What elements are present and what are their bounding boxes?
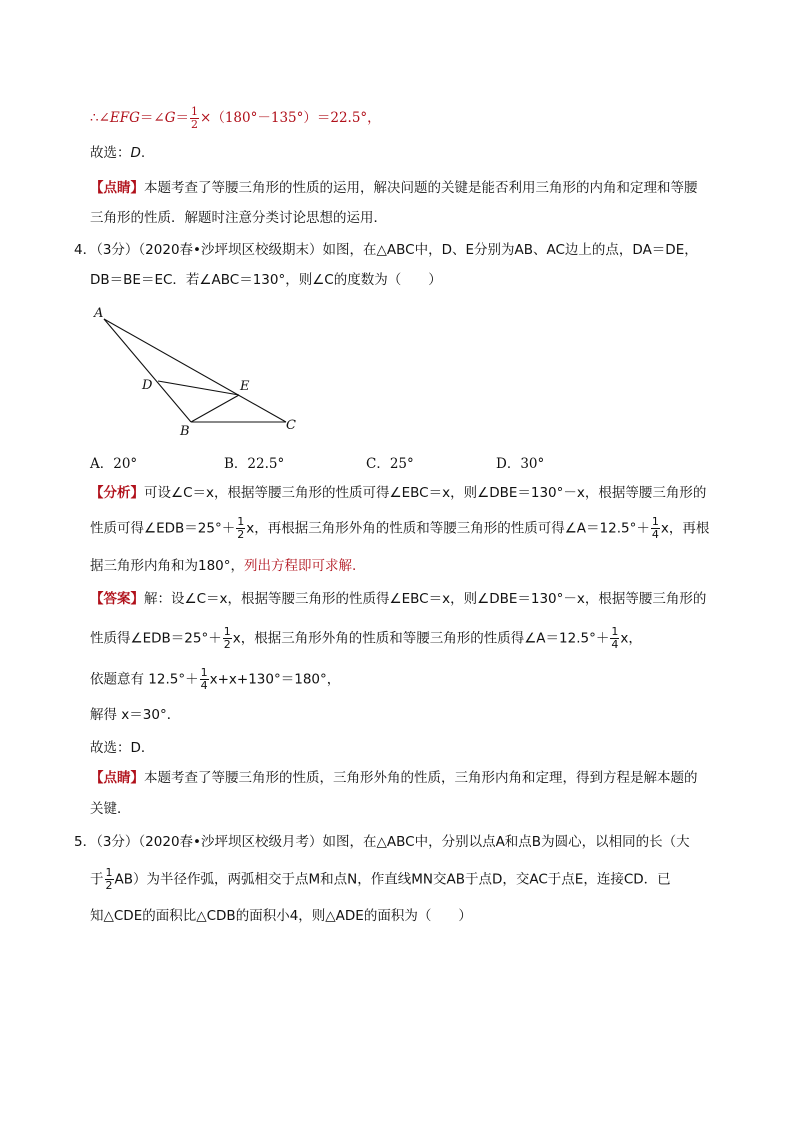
frac-num: 1 [223,625,231,638]
option-d-letter: D． [496,456,521,472]
q4-answer-text2b: x，根据三角形外角的性质和等腰三角形的性质得∠A＝12.5°＋ [232,630,610,647]
frac-den: 2 [105,879,113,892]
q4-analysis-text3b: 列出方程即可求解. [244,558,357,574]
q4-analysis-line3 [90,556,356,576]
frac-num: 1 [651,515,659,528]
q4-answer-frac-half [223,626,232,651]
q3-comment-line2 [90,208,387,228]
q4-number: 4． [74,242,97,258]
q4-option-c[interactable] [366,452,414,472]
q3-comment-line1 [90,178,698,198]
label-d: D [142,378,153,393]
q4-comment-text2: 关键． [90,801,131,817]
q4-comment-line2 [90,799,131,819]
frac-num: 1 [237,515,245,528]
q3-comment-text1: 本题考查了等腰三角形的性质的运用，解决问题的关键是能否利用三角形的内角和定理和等腰 [144,180,698,196]
q4-analysis-tag: 【分析】 [90,485,144,501]
q3-choose-letter: D [130,145,141,161]
q4-comment-tag: 【点睛】 [90,770,144,786]
q4-answer-line3 [90,667,340,692]
q3-comment-text2: 三角形的性质．解题时注意分类讨论思想的运用． [90,210,387,226]
option-b-letter: B． [224,456,248,472]
label-a: A [94,306,104,321]
q3-angle-efg: EFG [109,110,140,126]
q4-answer-frac-quarter [610,626,619,651]
q5-frac-half [105,867,114,892]
q4-option-d[interactable] [496,452,544,472]
option-a-letter: A． [90,456,114,472]
q3-choose-line [90,143,145,163]
q3-comment-tag: 【点睛】 [90,180,144,196]
q3-conclusion-prefix: ∴∠ [90,110,110,126]
q4-options [0,452,794,472]
q4-choose-line [90,738,154,758]
q3-frac-num: 1 [191,105,199,118]
q4-answer-text3b: x+x+130°＝180°， [209,671,341,688]
q4-choose-text: 故选：D． [90,740,155,756]
q4-comment-line1 [90,768,698,788]
q5-header-line1 [74,832,690,852]
q4-answer-tag: 【答案】 [90,591,144,607]
q4-analysis-text1: 可设∠C＝x，根据等腰三角形的性质可得∠EBC＝x，则∠DBE＝130°－x，根据等腰三角形的 [144,485,707,501]
option-a-text: 20° [113,456,138,472]
q4-analysis-line1 [90,483,706,503]
q4-analysis-text2b: x，再根据三角形外角的性质和等腰三角形的性质可得∠A＝12.5°＋ [246,520,650,537]
q4-analysis-line2 [90,516,709,541]
q5-header-line2 [90,867,671,892]
q3-choose-label: 故选： [90,145,131,161]
q4-answer-text4: 解得 x＝30°． [90,707,181,723]
option-d-text: 30° [520,456,545,472]
frac-num: 1 [200,666,208,679]
q5-header-text2a: 于 [90,871,104,888]
label-e: E [240,379,250,394]
q4-answer-frac-quarter2 [200,667,209,692]
q3-conclusion-line [90,106,381,131]
frac-num: 1 [105,866,113,879]
frac-den: 2 [237,528,245,541]
q4-answer-line1 [90,589,706,609]
q4-triangle-figure [90,303,310,438]
frac-den: 2 [223,638,231,651]
q4-analysis-text2c: x，再根 [660,520,710,537]
q3-frac-den: 2 [191,118,199,131]
label-c: C [286,418,296,433]
frac-den: 4 [611,638,619,651]
q4-analysis-text2a: 性质可得∠EDB＝25°＋ [90,520,236,537]
option-b-text: 22.5° [247,456,285,472]
segment-be [191,395,239,422]
q3-angle-g: G [164,110,176,126]
q5-header-text3: 知△CDE的面积比△CDB的面积小4，则△ADE的面积为（ ） [90,908,472,924]
q4-answer-text2c: x， [620,630,642,647]
q4-header-line1 [74,240,698,260]
q4-answer-text2a: 性质得∠EDB＝25°＋ [90,630,222,647]
q4-answer-line2 [90,626,642,651]
q4-answer-text3a: 依题意有 12.5°＋ [90,671,199,688]
q4-analysis-frac-quarter [651,516,660,541]
q5-header-text1: （3分）（2020春•沙坪坝区校级月考）如图，在△ABC中，分别以点A和点B为圆心，以相同的长（大 [96,834,690,850]
q4-header-text1: （3分）（2020春•沙坪坝区校级期末）如图，在△ABC中，D、E分别为AB、AC边上的点，DA＝DE， [96,242,698,258]
q3-eq2: ＝ [175,110,190,126]
q4-answer-text1: 解：设∠C＝x，根据等腰三角形的性质得∠EBC＝x，则∠DBE＝130°－x，根据等腰三角形的 [144,591,707,607]
q4-comment-text1: 本题考查了等腰三角形的性质，三角形外角的性质，三角形内角和定理，得到方程是解本题的 [144,770,698,786]
q4-header-line2 [90,270,442,290]
segment-ab [104,319,191,422]
option-c-letter: C． [366,456,390,472]
frac-num: 1 [611,625,619,638]
q3-eq: ＝∠ [139,110,165,126]
q3-fraction-half [190,106,199,131]
q4-analysis-text3a: 据三角形内角和为180°， [90,558,245,574]
frac-den: 4 [651,528,659,541]
q4-analysis-frac-half [236,516,245,541]
q4-header-text2: DB＝BE＝EC．若∠ABC＝130°，则∠C的度数为（ ） [90,272,442,288]
frac-den: 4 [200,679,208,692]
q3-choose-end: . [140,145,146,161]
q5-header-text2b: AB）为半径作弧，两弧相交于点M和点N，作直线MN交AB于点D，交AC于点E，连接CD．已 [114,871,671,888]
q5-header-line3 [90,906,472,926]
q4-option-b[interactable] [224,452,284,472]
q3-expression: ×（180°－135°）＝22.5°， [200,110,381,126]
q4-option-a[interactable] [90,452,137,472]
option-c-text: 25° [389,456,414,472]
segment-ac [104,319,286,422]
q5-number: 5． [74,834,97,850]
q4-answer-line4 [90,705,180,725]
label-b: B [180,424,190,438]
